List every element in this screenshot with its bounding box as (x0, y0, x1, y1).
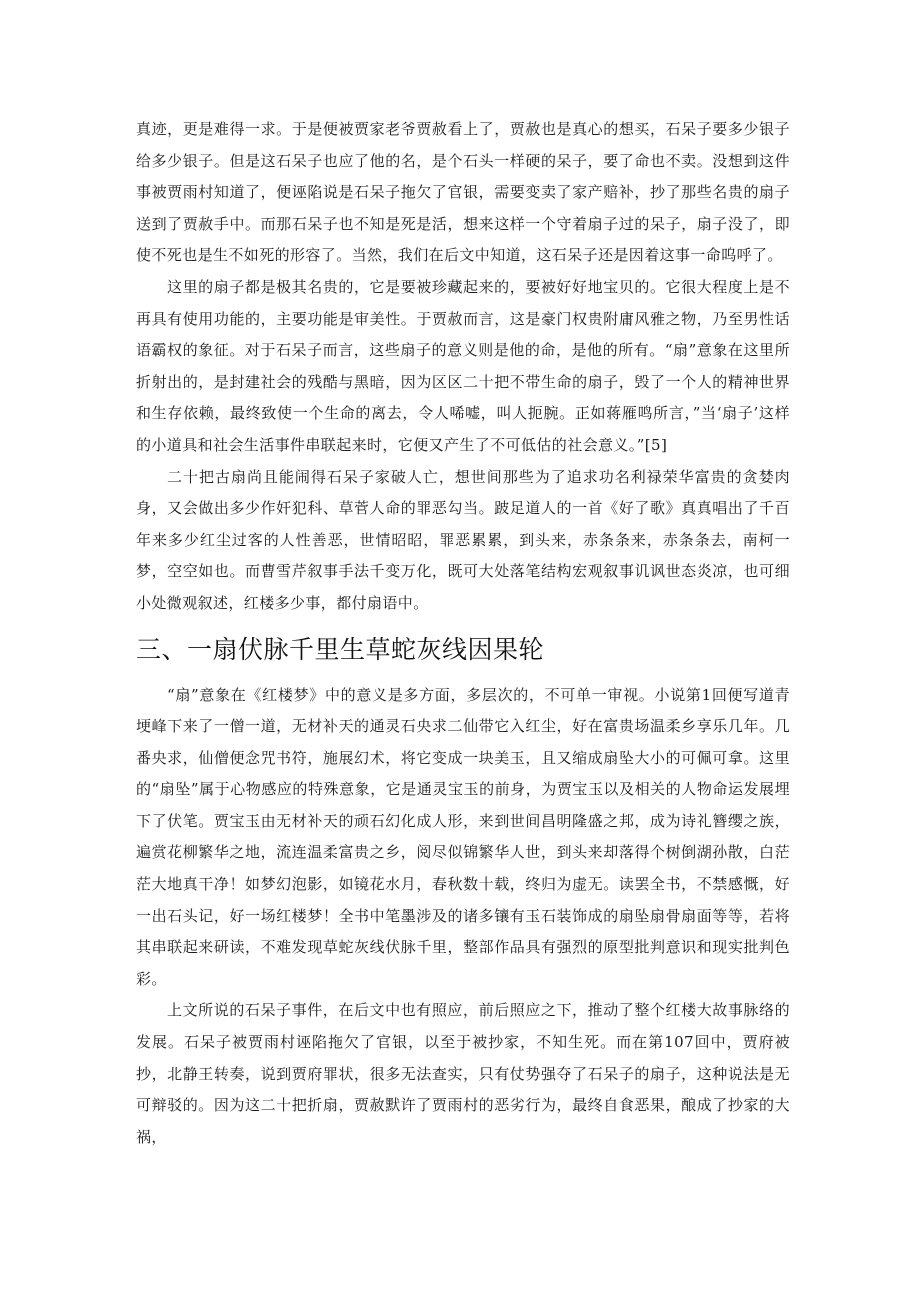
section-heading: 三、一扇伏脉千里生草蛇灰线因果轮 (136, 634, 545, 664)
paragraph-fan-imagery: “扇”意象在《红楼梦》中的意义是多方面，多层次的，不可单一审视。小说第1回便写道青埂峰下来了一僧一道，无材补天的通灵石央求二仙带它入红尘，好在富贵场温柔乡享乐几年。几番央求，仙僧便念咒书符，施展幻术，将它变成一块美玉，且又缩成扇坠大小的可佩可拿。这里的“扇坠”属于心物感应的特殊意象，它是通灵宝玉的前身，为贾宝玉以及相关的人物命运发展埋下了伏笔。贾宝玉由无材补天的顽石幻化成人形，来到世间昌明隆盛之邦，成为诗礼簪缨之族，遍赏花柳繁华之地，流连温柔富贵之乡，阅尽似锦繁华人世，到头来却落得个树倒湖孙散，白茫茫大地真干净！如梦幻泡影，如镜花水月，春秋数十载，终归为虚无。读罢全书，不禁感慨，好一出石头记，好一场红楼梦！全书中笔墨涉及的诸多镶有玉石装饰成的扇坠扇骨扇面等等，若将其串联起来研读，不难发现草蛇灰线伏脉千里，整部作品具有强烈的原型批判意识和现实批判色彩。 (136, 685, 790, 988)
paragraph-continuation: 真迹，更是难得一求。于是便被贾家老爷贾赦看上了，贾赦也是真心的想买，石呆子要多少银子给多少银子。但是这石呆子也应了他的名，是个石头一样硬的呆子，要了命也不卖。没想到这件事被贾雨村知道了，便诬陷说是石呆子拖欠了官银，需要变卖了家产赔补，抄了那些名贵的扇子送到了贾赦手中。而那石呆子也不知是死是活，想来这样一个守着扇子过的呆子，扇子没了，即使不死也是生不如死的形容了。当然，我们在后文中知道，这石呆子还是因着这事一命呜呼了。 (136, 120, 790, 265)
paragraph-fans-meaning: 这里的扇子都是极其名贵的，它是要被珍藏起来的，要被好好地宝贝的。它很大程度上是不再具有使用功能的，主要功能是审美性。于贾赦而言，这是豪门权贵附庸风雅之物，乃至男性话语霸权的象征。对于石呆子而言，这些扇子的意义则是他的命，是他的所有。“扇”意象在这里所折射出的，是封建社会的残酷与黑暗，因为区区二十把不带生命的扇子，毁了一个人的精神世界和生存依赖，最终致使一个生命的离去，令人唏嘘，叫人扼腕。正如蒋雁鸣所言，”当‘扇子’这样的小道具和社会生活事件串联起来时，它便又产生了不可低估的社会意义。”[5] (136, 277, 790, 454)
paragraph-shi-daizi-event: 上文所说的石呆子事件，在后文中也有照应，前后照应之下，推动了整个红楼大故事脉络的发展。石呆子被贾雨村诬陷拖欠了官银，以至于被抄家，不知生死。而在第107回中，贾府被抄，北静王转奏，说到贾府罪状，很多无法查实，只有仗势强夺了石呆子的扇子，这种说法是无可辩驳的。因为这二十把折扇，贾赦默许了贾雨村的恶劣行为，最终自食恶果，酿成了抄家的大祸， (136, 1001, 790, 1146)
document-body (136, 114, 790, 1153)
paragraph-twenty-fans: 二十把古扇尚且能闹得石呆子家破人亡，想世间那些为了追求功名利禄荣华富贵的贪婪肉身，又会做出多少作奸犯科、草菅人命的罪恶勾当。跛足道人的一首《好了歌》真真唱出了千百年来多少红尘过客的人性善恶，世情昭昭，罪恶累累，到头来，赤条条来，赤条条去，南柯一梦，空空如也。而曹雪芹叙事手法千变万化，既可大处落笔结构宏观叙事讥讽世态炎凉，也可细小处微观叙述，红楼多少事，都付扇语中。 (136, 467, 790, 612)
